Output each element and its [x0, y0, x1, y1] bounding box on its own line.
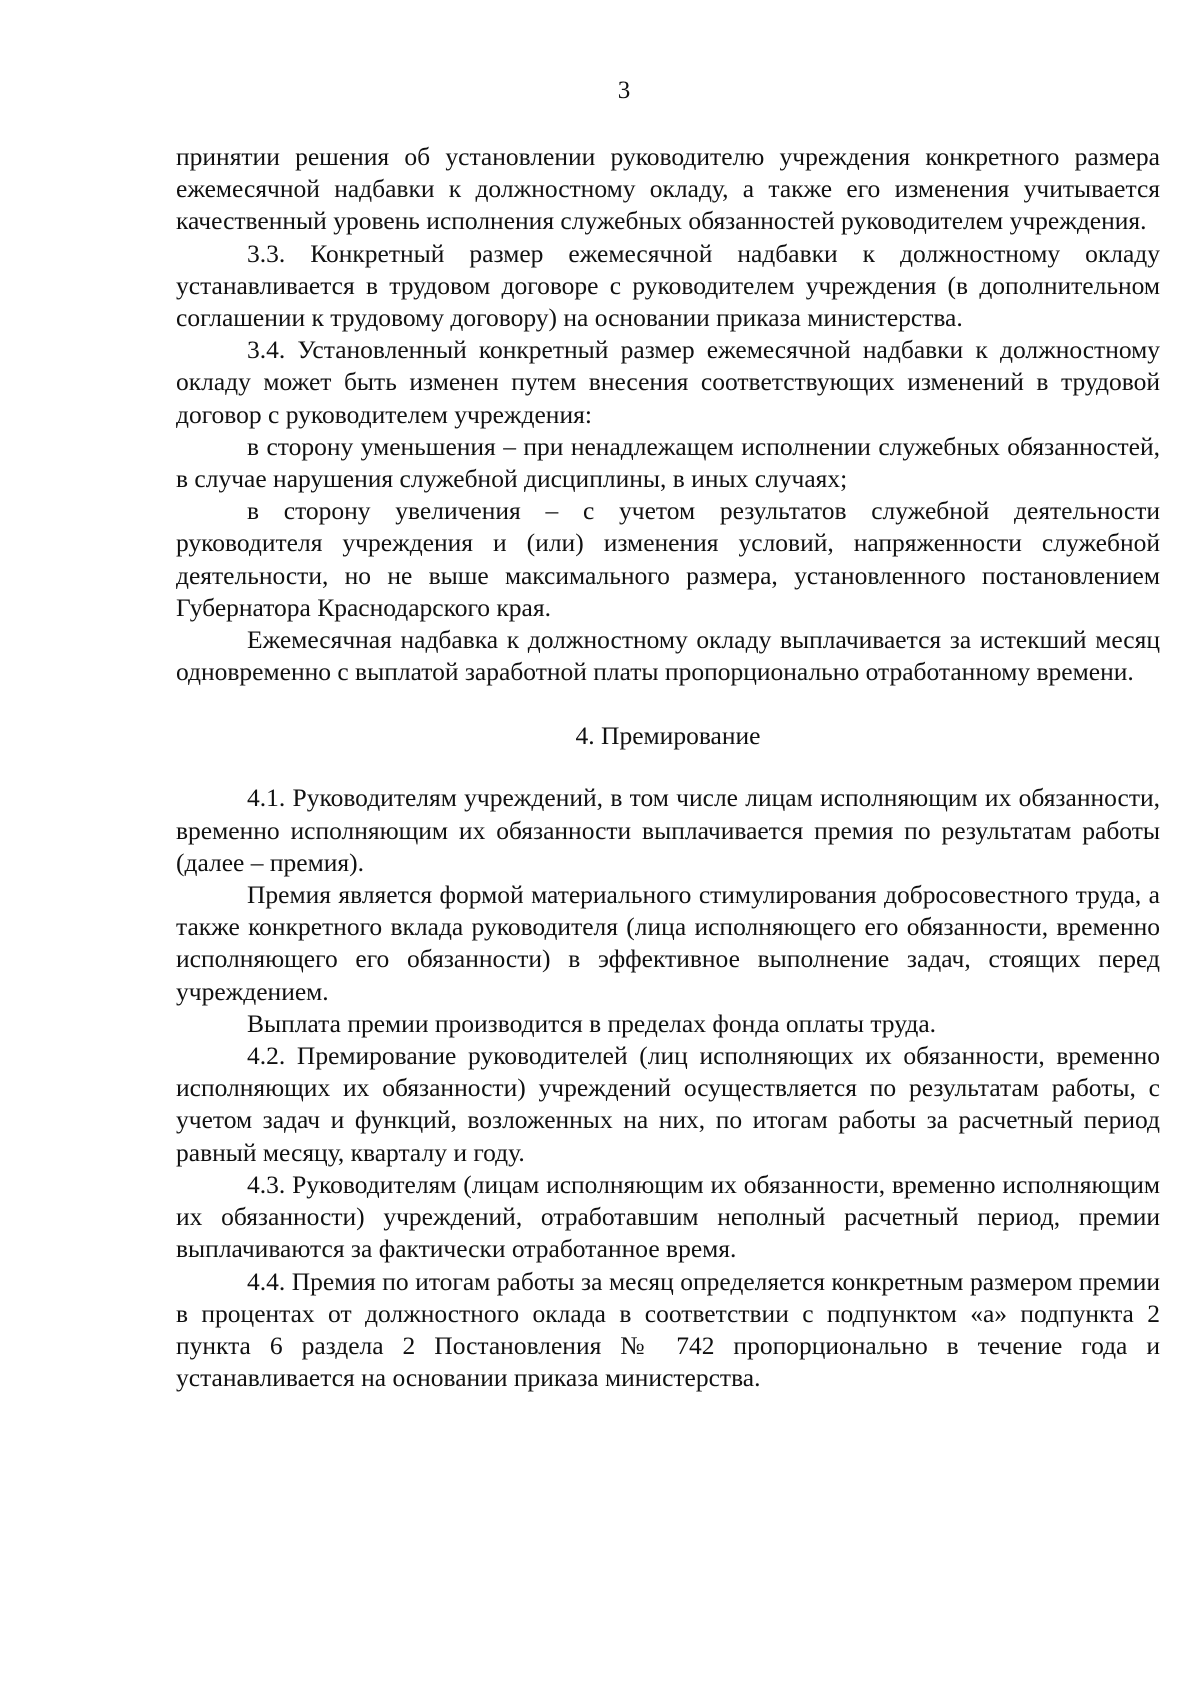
- paragraph-bonus-fund: Выплата премии производится в пределах фонда оплаты труда.: [247, 1008, 937, 1038]
- paragraph-monthly-payment: Ежемесячная надбавка к должностному окладу выплачивается за истекший месяц одновременно с выплатой заработной платы пропорционально отработанному времени.: [176, 625, 1160, 687]
- paragraph-3-3: 3.3. Конкретный размер ежемесячной надбавки к должностному окладу устанавливается в трудовом договоре с руководителем учреждения (в дополнительном соглашении к трудовому договору) на основании приказа министерства.: [176, 238, 1160, 333]
- document-body: [176, 141, 1160, 1394]
- paragraph-4-1: 4.1. Руководителям учреждений, в том числе лицам исполняющим их обязанности, временно исполняющим их обязанности выплачивается премия по результатам работы (далее – премия).: [176, 783, 1160, 877]
- paragraph-4-2: 4.2. Премирование руководителей (лиц исполняющих их обязанности, временно исполняющих их обязанности) учреждений осуществляется по результатам работы, с учетом задач и функций, возложенных на них, по итогам работы за расчетный период равный месяцу, кварталу и году.: [176, 1041, 1160, 1167]
- paragraph-bonus-definition: Премия является формой материального стимулирования добросовестного труда, а также конкретного вклада руководителя (лица исполняющего его обязанности, временно исполняющего его обязанности) в эффективное выполнение задач, стоящих перед учреждением.: [176, 880, 1160, 1006]
- paragraph-continuation: принятии решения об установлении руководителю учреждения конкретного размера ежемесячной надбавки к должностному окладу, а также его изменения учитывается качественный уровень исполнения служебных обязанностей руководителем учреждения.: [176, 142, 1160, 236]
- paragraph-4-3: 4.3. Руководителям (лицам исполняющим их обязанности, временно исполняющим их обязанности) учреждений, отработавшим неполный расчетный период, премии выплачиваются за фактически отработанное время.: [176, 1169, 1160, 1264]
- section-heading: 4. Премирование: [575, 721, 761, 751]
- paragraph-increase: в сторону увеличения – с учетом результатов служебной деятельности руководителя учреждения и (или) изменения условий, напряженности служебной деятельности, но не выше максимального размера, установленного постановлением Губернатора Краснодарского края.: [176, 496, 1160, 622]
- page-number: 3: [617, 77, 631, 104]
- paragraph-4-4: 4.4. Премия по итогам работы за месяц определяется конкретным размером премии в процентах от должностного оклада в соответствии с подпунктом «а» подпункта 2 пункта 6 раздела 2 Постановления № 742 пропорционально в течение года и устанавливается на основании приказа министерства.: [176, 1266, 1160, 1393]
- paragraph-3-4: 3.4. Установленный конкретный размер ежемесячной надбавки к должностному окладу может быть изменен путем внесения соответствующих изменений в трудовой договор с руководителем учреждения:: [176, 335, 1160, 429]
- paragraph-decrease: в сторону уменьшения – при ненадлежащем исполнении служебных обязанностей, в случае нарушения служебной дисциплины, в иных случаях;: [176, 431, 1160, 494]
